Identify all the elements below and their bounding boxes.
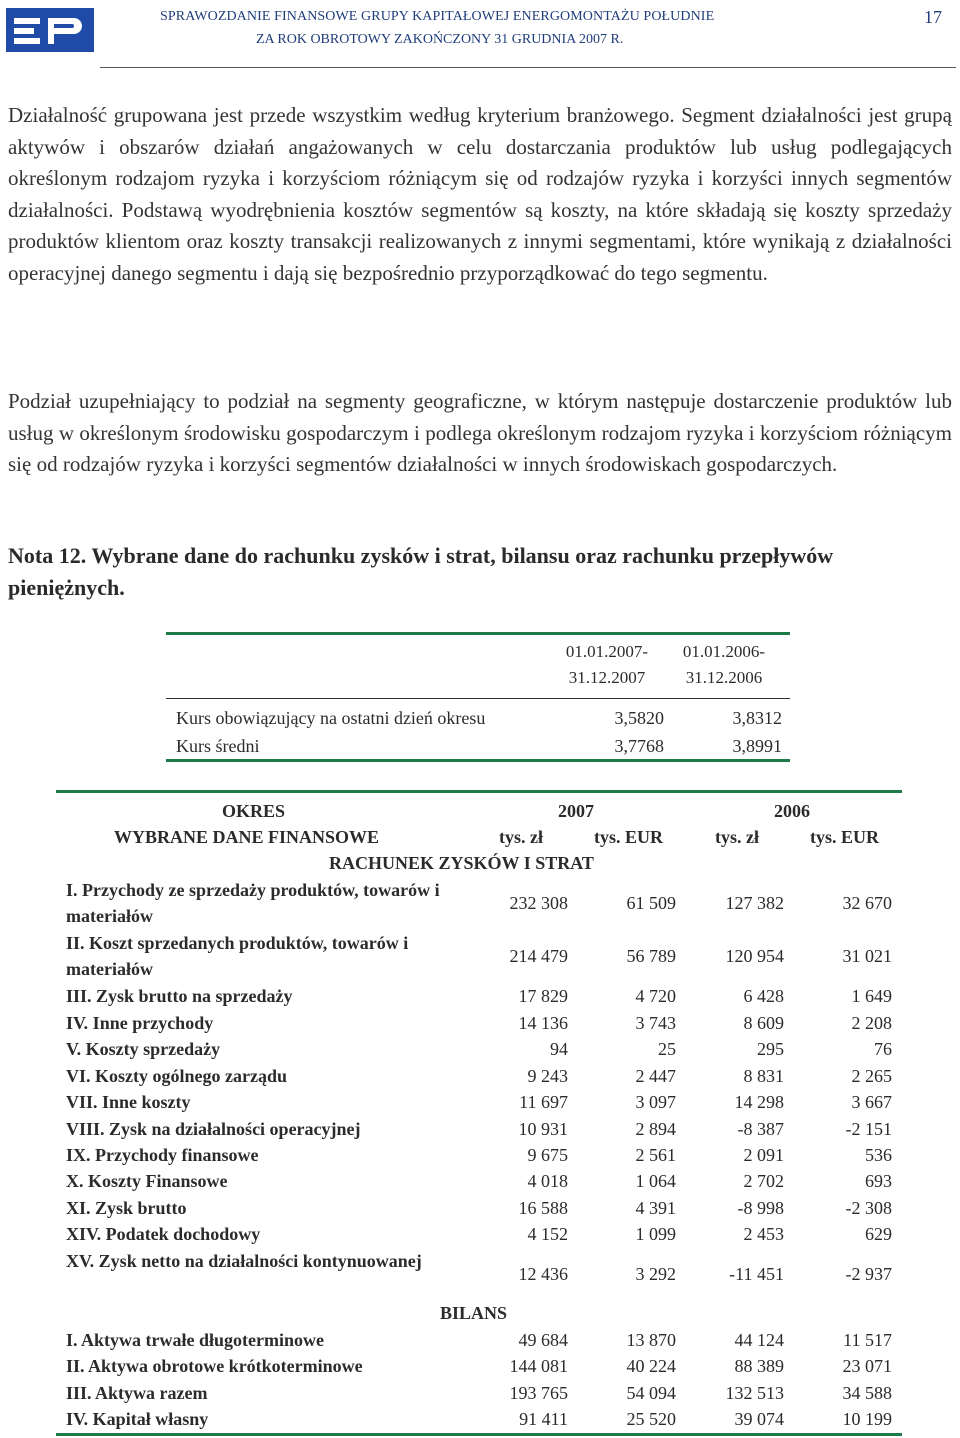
table-row [56,930,902,982]
table-row [56,983,902,1009]
row-label: XI. Zysk brutto [66,1198,187,1218]
row-label: IV. Inne przychody [66,1013,214,1033]
value-2007-pln: 12 436 [518,1264,568,1284]
value-2007-eur: 2 561 [635,1145,676,1165]
row-label: X. Koszty Finansowe [66,1171,228,1191]
value-2007-pln: 10 931 [518,1119,568,1139]
value-2007-eur: 3 292 [635,1264,676,1284]
value-2007-pln: 4 152 [527,1224,568,1244]
value-2007-eur: 2 447 [635,1066,676,1086]
header-divider [100,67,956,68]
table-row [176,705,782,731]
value-2006-pln: 14 298 [734,1092,784,1112]
okres-header: OKRES [222,801,286,821]
report-title-line2: ZA ROK OBROTOWY ZAKOŃCZONY 31 GRUDNIA 2007 R. [256,32,624,47]
value-2007-eur: 3 743 [635,1013,676,1033]
value-2006-pln: 2 453 [743,1224,784,1244]
table-row [56,1406,902,1432]
table-row [56,1221,902,1247]
value-2007-eur: 56 789 [626,946,676,966]
row-label: XIV. Podatek dochodowy [66,1224,261,1244]
rates-col-2006 [672,639,776,691]
table-row [56,1036,902,1062]
value-2007-eur: 25 [658,1039,676,1059]
value-2006-pln: 88 389 [734,1356,784,1376]
value-2007-pln: 14 136 [518,1013,568,1033]
value-2007-eur: 4 391 [635,1198,676,1218]
value-2006-eur: 536 [865,1145,892,1165]
value-2007-pln: 11 697 [519,1092,568,1112]
value-2007-eur: 13 870 [626,1330,676,1350]
year-2006-header: 2006 [774,801,810,821]
row-value-2006: 3,8991 [732,736,782,756]
table-row [176,733,782,759]
value-2007-pln: 193 765 [509,1383,568,1403]
value-2007-pln: 16 588 [518,1198,568,1218]
value-2006-pln: 127 382 [725,893,784,913]
table-row [56,1380,902,1406]
value-2006-eur: 34 588 [842,1383,892,1403]
row-value-2007: 3,5820 [614,708,664,728]
row-label: Kurs średni [176,736,260,756]
row-label: VIII. Zysk na działalności operacyjnej [66,1119,361,1139]
value-2006-eur: 11 517 [843,1330,892,1350]
row-label: III. Aktywa razem [66,1383,208,1403]
unit-eur-2007: tys. EUR [594,827,664,847]
value-2007-pln: 214 479 [509,946,568,966]
value-2006-pln: 6 428 [743,986,784,1006]
value-2006-pln: 8 831 [743,1066,784,1086]
table-row [56,1063,902,1089]
table-row [56,1142,902,1168]
table-title: WYBRANE DANE FINANSOWE [114,827,380,847]
table-row [56,1168,902,1194]
value-2006-eur: -2 308 [845,1198,892,1218]
value-2007-eur: 1 064 [635,1171,676,1191]
value-2007-pln: 91 411 [519,1409,568,1429]
section-balance-sheet: BILANS [440,1303,508,1323]
value-2007-eur: 40 224 [626,1356,676,1376]
unit-pln-2006: tys. zł [715,827,759,847]
value-2006-eur: 1 649 [851,986,892,1006]
table-row [56,1010,902,1036]
value-2006-pln: -11 451 [729,1264,784,1284]
value-2006-pln: 44 124 [734,1330,784,1350]
row-label: VII. Inne koszty [66,1092,191,1112]
value-2007-pln: 232 308 [509,893,568,913]
value-2006-eur: -2 937 [845,1264,892,1284]
unit-pln-2007: tys. zł [499,827,543,847]
row-label: II. Aktywa obrotowe krótkoterminowe [66,1356,363,1376]
value-2007-pln: 9 243 [527,1066,568,1086]
value-2007-eur: 3 097 [635,1092,676,1112]
value-2007-eur: 61 509 [626,893,676,913]
value-2006-pln: 8 609 [743,1013,784,1033]
rates-col-2007 [554,639,660,691]
value-2006-eur: 32 670 [842,893,892,913]
value-2006-pln: 39 074 [734,1409,784,1429]
value-2007-eur: 54 094 [626,1383,676,1403]
rates-col-2006-label: 01.01.2006- 31.12.2006 [682,642,766,687]
value-2006-pln: -8 387 [737,1119,784,1139]
value-2006-eur: 76 [874,1039,892,1059]
value-2007-eur: 4 720 [635,986,676,1006]
table-row [56,1353,902,1379]
section-income-statement: RACHUNEK ZYSKÓW I STRAT [329,853,594,873]
note-heading: Nota 12. Wybrane dane do rachunku zysków i strat, bilansu oraz rachunku przepływów pieniężnych. [8,543,834,600]
row-label: II. Koszt sprzedanych produktów, towarów i materiałów [66,933,409,979]
value-2007-pln: 94 [550,1039,568,1059]
report-title-line1: SPRAWOZDANIE FINANSOWE GRUPY KAPITAŁOWEJ ENERGOMONTAŻU POŁUDNIE [160,9,715,24]
value-2007-eur: 2 894 [635,1119,676,1139]
value-2006-pln: 132 513 [725,1383,784,1403]
year-2007-header: 2007 [558,801,594,821]
value-2006-eur: 629 [865,1224,892,1244]
table-row [56,1248,902,1300]
table-row [56,1195,902,1221]
value-2006-eur: -2 151 [845,1119,892,1139]
row-label: IV. Kapitał własny [66,1409,209,1429]
row-label: IX. Przychody finansowe [66,1145,259,1165]
unit-eur-2006: tys. EUR [810,827,880,847]
table-row [56,1089,902,1115]
row-value-2006: 3,8312 [732,708,782,728]
value-2006-pln: 2 702 [743,1171,784,1191]
value-2006-eur: 23 071 [842,1356,892,1376]
table-row [56,877,902,929]
value-2006-eur: 2 208 [851,1013,892,1033]
value-2007-pln: 17 829 [518,986,568,1006]
exchange-rates-table [166,632,790,762]
value-2007-pln: 9 675 [527,1145,568,1165]
table-row [56,1116,902,1142]
row-label: III. Zysk brutto na sprzedaży [66,986,293,1006]
financial-data-table [56,790,902,1436]
value-2006-pln: 295 [757,1039,784,1059]
value-2006-pln: -8 998 [737,1198,784,1218]
company-logo [6,4,96,56]
value-2007-pln: 49 684 [518,1330,568,1350]
value-2006-eur: 2 265 [851,1066,892,1086]
value-2006-eur: 3 667 [851,1092,892,1112]
value-2006-pln: 2 091 [743,1145,784,1165]
table-row [56,1327,902,1353]
row-label: I. Przychody ze sprzedaży produktów, towarów i materiałów [66,880,440,926]
page-number: 17 [924,7,942,27]
value-2007-eur: 1 099 [635,1224,676,1244]
paragraph-geographic: Podział uzupełniający to podział na segmenty geograficzne, w którym następuje dostarczenie produktów lub usług w określonym środowisku gospodarczym i podlega określonym rodzajom ryzyka i korzyściom różniącym się od rodzajów ryzyka i korzyści segmentów działalności w innych środowiskach gospodarczych. [8,389,952,476]
value-2007-pln: 4 018 [527,1171,568,1191]
paragraph-segments: Działalność grupowana jest przede wszystkim według kryterium branżowego. Segment działalności jest grupą aktywów i obszarów działań angażowanych w celu dostarczania produktów lub usług podlegających określonym rodzajom ryzyka i korzyściom różniącym się od rodzajów ryzyka i korzyści innych segmentów działalności. Podstawą wyodrębnienia kosztów segmentów są koszty, na które składają się koszty sprzedaży produktów klientom oraz koszty transakcji realizowanych z innymi segmentami, które wynikają z działalności operacyjnej danego segmentu i dają się bezpośrednio przyporządkować do tego segmentu. [8,103,952,285]
rates-separator [166,698,790,699]
row-label: XV. Zysk netto na działalności kontynuowanej [66,1251,422,1271]
value-2006-eur: 10 199 [842,1409,892,1429]
row-label: V. Koszty sprzedaży [66,1039,221,1059]
value-2007-pln: 144 081 [509,1356,568,1376]
row-value-2007: 3,7768 [614,736,664,756]
value-2007-eur: 25 520 [626,1409,676,1429]
value-2006-pln: 120 954 [725,946,784,966]
row-label: Kurs obowiązujący na ostatni dzień okresu [176,708,486,728]
rates-col-2007-label: 01.01.2007- 31.12.2007 [565,642,649,687]
row-label: I. Aktywa trwałe długoterminowe [66,1330,324,1350]
value-2006-eur: 31 021 [842,946,892,966]
value-2006-eur: 693 [865,1171,892,1191]
row-label: VI. Koszty ogólnego zarządu [66,1066,287,1086]
